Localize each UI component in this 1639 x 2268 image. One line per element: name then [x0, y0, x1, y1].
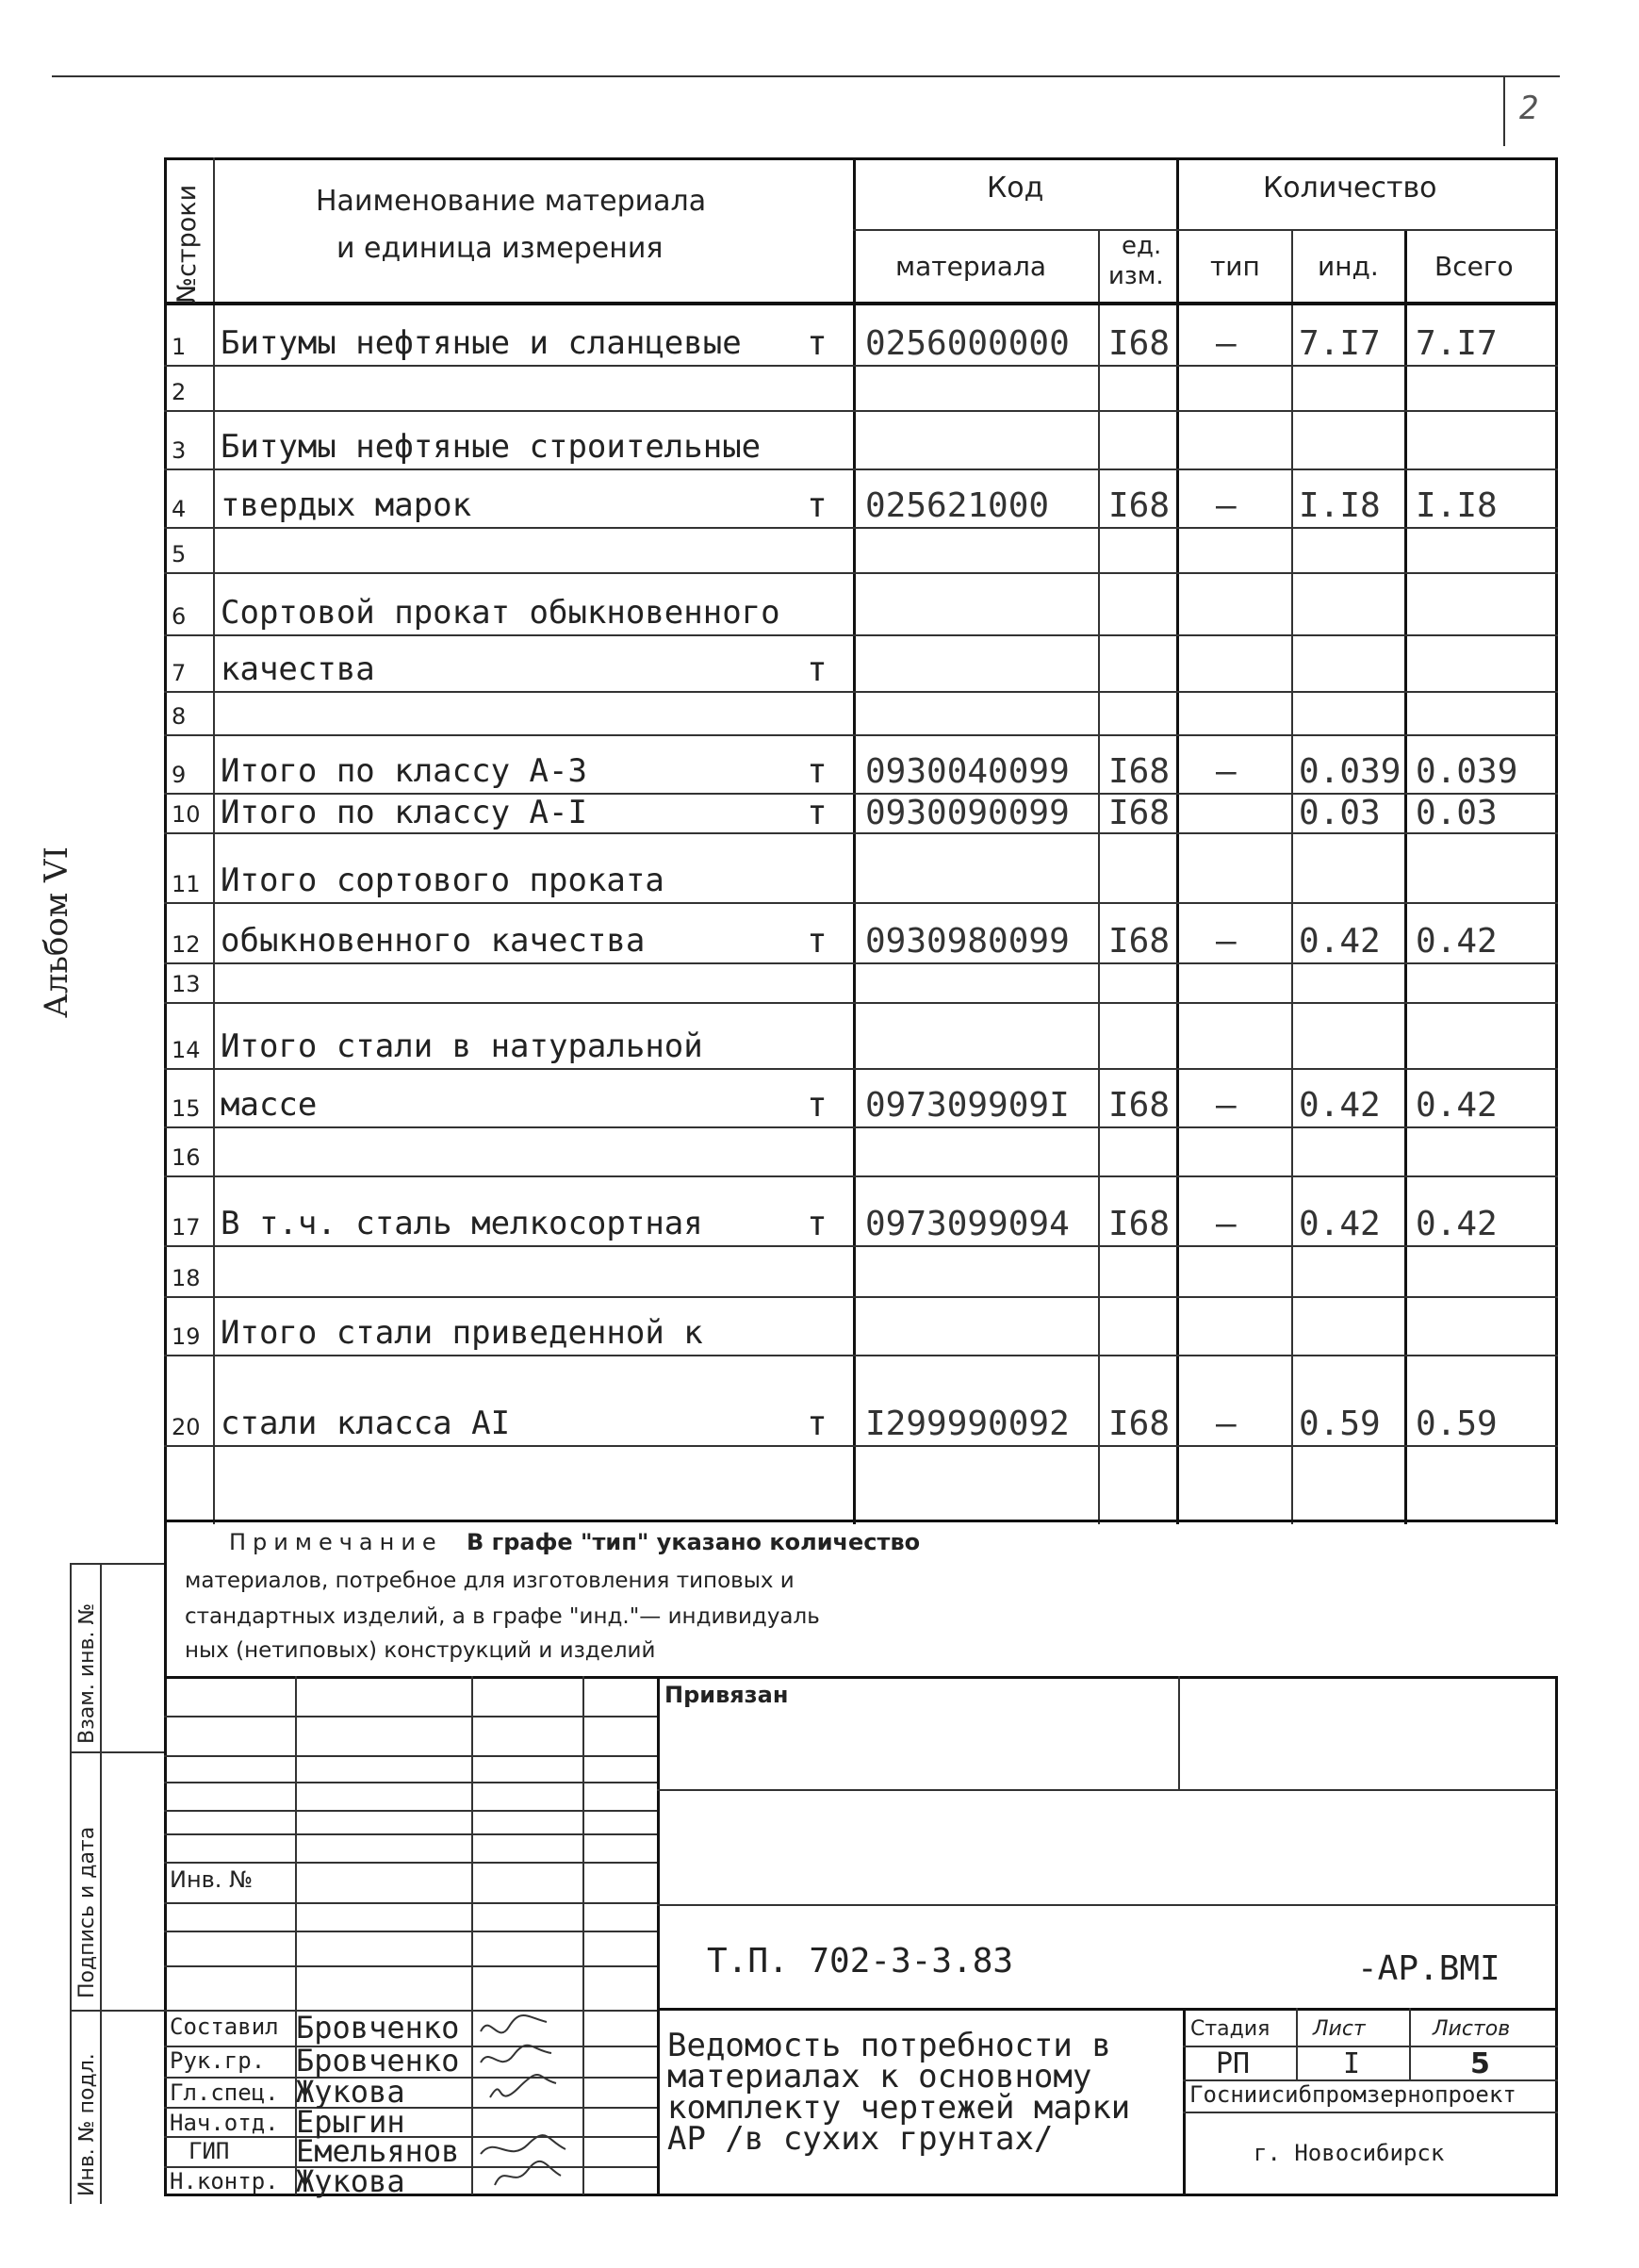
row-number: 1: [172, 334, 187, 360]
row-number: 5: [172, 541, 187, 567]
qty-total: I.I8: [1416, 486, 1498, 525]
unit-code: I68: [1108, 486, 1171, 525]
sheet-value: I: [1343, 2047, 1361, 2080]
document-title-line-3: комплекту чертежей марки: [667, 2089, 1131, 2127]
qty-type: –: [1216, 486, 1237, 525]
row-divider: [164, 832, 1558, 834]
material-name: качества: [221, 650, 375, 688]
row-number: 17: [172, 1214, 201, 1241]
row-number: 14: [172, 1037, 201, 1063]
material-code: I299990092: [865, 1405, 1070, 1443]
unit-code: I68: [1108, 1405, 1171, 1443]
material-name: Итого по классу А-I: [221, 794, 587, 831]
qty-ind: 0.59: [1299, 1405, 1381, 1443]
row-divider: [164, 734, 1558, 736]
person-role: Рук.гр.: [170, 2047, 266, 2074]
qty-total: 0.59: [1416, 1405, 1498, 1443]
header-code-unit: ед.: [1122, 232, 1162, 260]
stage-value: РП: [1216, 2047, 1251, 2080]
person-name: Ерыгин: [296, 2104, 405, 2140]
qty-total: 0.039: [1416, 752, 1518, 791]
qty-type: –: [1216, 752, 1237, 791]
row-divider: [164, 634, 1558, 636]
row-divider: [164, 1245, 1558, 1247]
row-divider: [164, 365, 1558, 367]
row-divider: [164, 527, 1558, 529]
row-divider: [164, 1068, 1558, 1070]
person-name: Бровченко: [296, 2043, 460, 2079]
person-role: Н.контр.: [170, 2168, 279, 2194]
sheets-label: Листов: [1433, 2017, 1511, 2041]
album-label: Альбом VI: [38, 846, 75, 1018]
qty-type: –: [1216, 1405, 1237, 1443]
inv-no-label: Инв. №: [170, 1866, 254, 1893]
header-name-unit: и единица измерения: [336, 232, 664, 265]
material-code: 0930090099: [865, 794, 1070, 832]
person-name: Емельянов: [296, 2133, 460, 2169]
person-role: Составил: [170, 2013, 279, 2040]
row-number: 6: [172, 603, 187, 630]
row-divider: [164, 691, 1558, 693]
material-name: Итого стали в натуральной: [221, 1027, 703, 1065]
note-lead: Примечание: [229, 1529, 443, 1555]
material-code: 0256000000: [865, 324, 1070, 363]
qty-ind: I.I8: [1299, 486, 1381, 525]
row-divider: [164, 1002, 1558, 1004]
qty-total: 0.03: [1416, 794, 1498, 832]
header-code-unit-2: изм.: [1108, 262, 1164, 290]
header-quantity: Количество: [1263, 172, 1437, 205]
organization-name: Госнииcибпромзернопроект: [1189, 2081, 1516, 2108]
unit-value: т: [807, 1205, 828, 1243]
person-name: Жукова: [296, 2074, 405, 2110]
person-role: Гл.спец.: [170, 2079, 279, 2106]
unit-code: I68: [1108, 922, 1171, 961]
page-number: 2: [1519, 90, 1539, 127]
material-name: массе: [221, 1086, 318, 1124]
row-divider: [164, 1296, 1558, 1298]
row-divider: [164, 902, 1558, 904]
signatures-image: [471, 2008, 582, 2192]
qty-total: 0.42: [1416, 1205, 1498, 1243]
row-number: 2: [172, 379, 187, 405]
unit-value: т: [807, 650, 828, 689]
qty-total: 0.42: [1416, 1086, 1498, 1125]
row-number: 18: [172, 1265, 201, 1291]
document-title-line-1: Ведомость потребности в: [667, 2027, 1111, 2064]
material-name: Итого по классу А-3: [221, 752, 587, 790]
sheets-value: 5: [1470, 2047, 1490, 2080]
header-qty-total: Всего: [1434, 251, 1514, 282]
qty-total: 7.I7: [1416, 324, 1498, 363]
material-code: 0973099094: [865, 1205, 1070, 1243]
qty-ind: 0.039: [1299, 752, 1401, 791]
unit-code: I68: [1108, 794, 1171, 832]
qty-ind: 0.42: [1299, 1086, 1381, 1125]
header-qty-type: тип: [1210, 251, 1260, 282]
side-label-podpis: Подпись и дата: [75, 1826, 99, 1998]
material-code: 0930040099: [865, 752, 1070, 791]
unit-value: т: [807, 1086, 828, 1125]
row-number: 4: [172, 496, 187, 522]
side-label-vzam: Взам. инв. №: [75, 1602, 99, 1744]
row-number: 13: [172, 971, 201, 997]
row-number: 8: [172, 703, 187, 730]
person-name: Жукова: [296, 2163, 405, 2199]
qty-ind: 0.42: [1299, 1205, 1381, 1243]
note-line-3: стандартных изделий, а в графе "инд."— индивидуаль: [185, 1604, 820, 1629]
unit-value: т: [807, 486, 828, 525]
material-name: Итого стали приведенной к: [221, 1314, 703, 1352]
document-title-line-4: АР /в сухих грунтах/: [667, 2120, 1054, 2158]
material-code: 0930980099: [865, 922, 1070, 961]
sheet-label: Лист: [1313, 2017, 1366, 2041]
row-divider: [164, 1445, 1558, 1447]
unit-value: т: [807, 1405, 828, 1443]
unit-code: I68: [1108, 1086, 1171, 1125]
unit-value: т: [807, 922, 828, 961]
row-number: 7: [172, 660, 187, 686]
material-name: Итого сортового проката: [221, 862, 664, 899]
unit-value: т: [807, 794, 828, 832]
side-label-inv-podl: Инв. № подл.: [75, 2053, 99, 2196]
qty-ind: 7.I7: [1299, 324, 1381, 363]
unit-code: I68: [1108, 324, 1171, 363]
row-number: 20: [172, 1414, 201, 1440]
unit-value: т: [807, 324, 828, 363]
row-divider: [164, 1126, 1558, 1128]
qty-ind: 0.42: [1299, 922, 1381, 961]
material-name: Битумы нефтяные и сланцевые: [221, 324, 742, 362]
person-role: Нач.отд.: [170, 2110, 279, 2136]
row-number: 16: [172, 1144, 201, 1171]
material-name: В т.ч. сталь мелкосортная: [221, 1205, 703, 1242]
row-divider: [164, 1175, 1558, 1177]
material-code: 097309909I: [865, 1086, 1070, 1125]
qty-ind: 0.03: [1299, 794, 1381, 832]
organization-city: г. Новосибирск: [1254, 2140, 1445, 2166]
row-number: 9: [172, 762, 187, 788]
document-mark: -АР.ВМI: [1357, 1949, 1500, 1988]
note-line-4: ных (нетиповых) конструкций и изделий: [185, 1638, 656, 1663]
document-title-line-2: материалах к основному: [667, 2058, 1092, 2095]
material-name: твердых марок: [221, 486, 472, 524]
header-row-number: №строки: [172, 184, 202, 304]
row-divider: [164, 962, 1558, 964]
header-name: Наименование материала: [316, 185, 707, 218]
material-name: Сортовой прокат обыкновенного: [221, 594, 780, 632]
row-number: 19: [172, 1323, 201, 1350]
material-code: 025621000: [865, 486, 1050, 525]
row-divider: [164, 1355, 1558, 1356]
qty-type: –: [1216, 922, 1237, 961]
row-divider: [164, 572, 1558, 574]
row-divider: [164, 468, 1558, 470]
qty-type: –: [1216, 1086, 1237, 1125]
unit-code: I68: [1108, 752, 1171, 791]
qty-type: –: [1216, 1205, 1237, 1243]
row-number: 11: [172, 871, 201, 897]
header-code: Код: [987, 172, 1044, 205]
header-code-material: материала: [895, 251, 1047, 282]
material-name: обыкновенного качества: [221, 922, 646, 960]
qty-type: –: [1216, 324, 1237, 363]
person-name: Бровченко: [296, 2010, 460, 2046]
person-role: ГИП: [188, 2138, 230, 2164]
row-number: 3: [172, 437, 187, 464]
unit-code: I68: [1108, 1205, 1171, 1243]
row-number: 12: [172, 931, 201, 958]
stage-label: Стадия: [1190, 2017, 1270, 2041]
privyazan-label: Привязан: [664, 1682, 789, 1708]
row-number: 15: [172, 1095, 201, 1122]
note-line-2: материалов, потребное для изготовления типовых и: [185, 1569, 795, 1593]
qty-total: 0.42: [1416, 922, 1498, 961]
row-number: 10: [172, 801, 201, 828]
row-divider: [164, 410, 1558, 412]
material-name: стали класса АI: [221, 1405, 511, 1442]
material-name: Битумы нефтяные строительные: [221, 428, 762, 466]
header-qty-ind: инд.: [1318, 251, 1379, 282]
document-code: Т.П. 702-3-3.83: [707, 1942, 1014, 1980]
unit-value: т: [807, 752, 828, 791]
note-line-1: В графе "тип" указано количество: [467, 1529, 921, 1555]
